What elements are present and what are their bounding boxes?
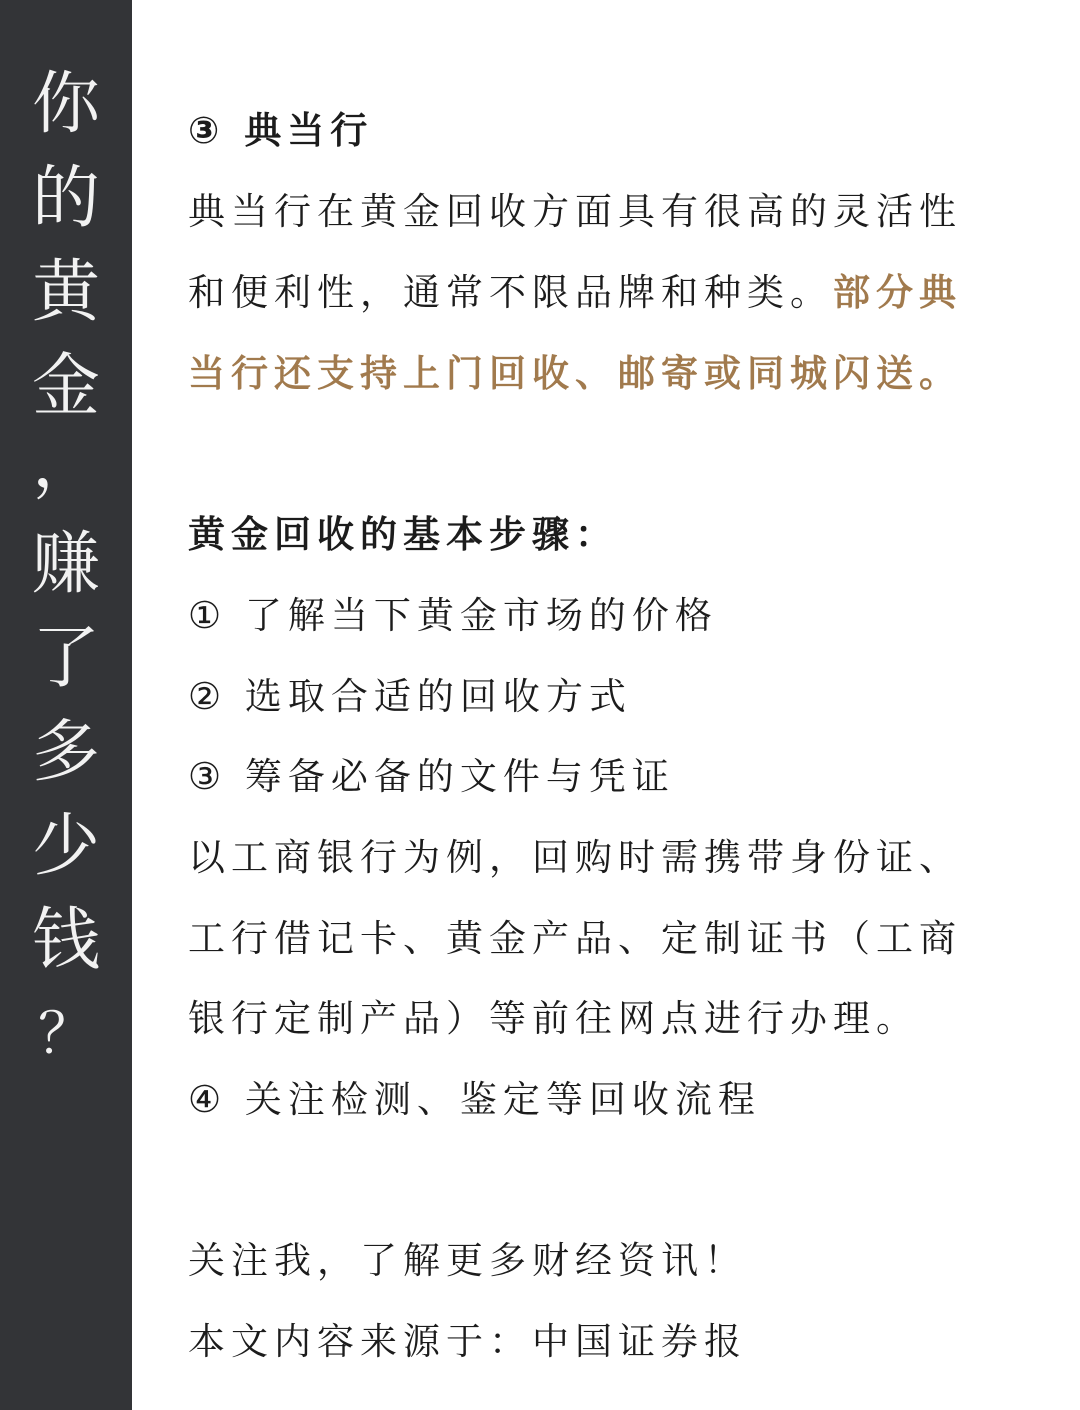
title-char: 赚 xyxy=(31,525,100,604)
title-char: 金 xyxy=(31,347,100,426)
title-char: 钱 xyxy=(31,901,100,980)
title-char: 多 xyxy=(31,713,100,792)
step-item: ③ 筹备必备的文件与凭证 xyxy=(188,755,675,798)
title-char: 黄 xyxy=(31,253,100,332)
title-char: 的 xyxy=(31,159,100,238)
follow-text: 关注我，了解更多财经资讯！ xyxy=(188,1239,747,1282)
title-char: 了 xyxy=(31,619,100,698)
step-item: ① 了解当下黄金市场的价格 xyxy=(188,594,718,637)
pawnshop-paragraph-line xyxy=(188,268,962,318)
steps-heading: 黄金回收的基本步骤： xyxy=(188,513,618,556)
pawnshop-paragraph-line: 典当行在黄金回收方面具有很高的灵活性 xyxy=(188,190,962,233)
title-char: 你 xyxy=(31,65,100,144)
pawnshop-highlight-line: 当行还支持上门回收、邮寄或同城闪送。 xyxy=(188,352,962,395)
title-char: ， xyxy=(31,424,100,503)
title-sidebar xyxy=(0,0,132,1410)
step-item: ④ 关注检测、鉴定等回收流程 xyxy=(188,1078,761,1121)
step-note-line: 工行借记卡、黄金产品、定制证书（工商 xyxy=(188,917,962,960)
step-note-line: 银行定制产品）等前往网点进行办理。 xyxy=(188,997,919,1040)
title-char: ？ xyxy=(38,1002,94,1067)
pawnshop-text: 和便利性，通常不限品牌和种类。 xyxy=(188,271,833,314)
step-item: ② 选取合适的回收方式 xyxy=(188,675,632,718)
source-text: 本文内容来源于：中国证券报 xyxy=(188,1320,747,1363)
pawnshop-heading: ③ 典当行 xyxy=(188,109,374,152)
step-note-line: 以工商银行为例，回购时需携带身份证、 xyxy=(188,836,962,879)
title-char: 少 xyxy=(31,807,100,886)
pawnshop-highlight: 部分典 xyxy=(833,271,962,314)
